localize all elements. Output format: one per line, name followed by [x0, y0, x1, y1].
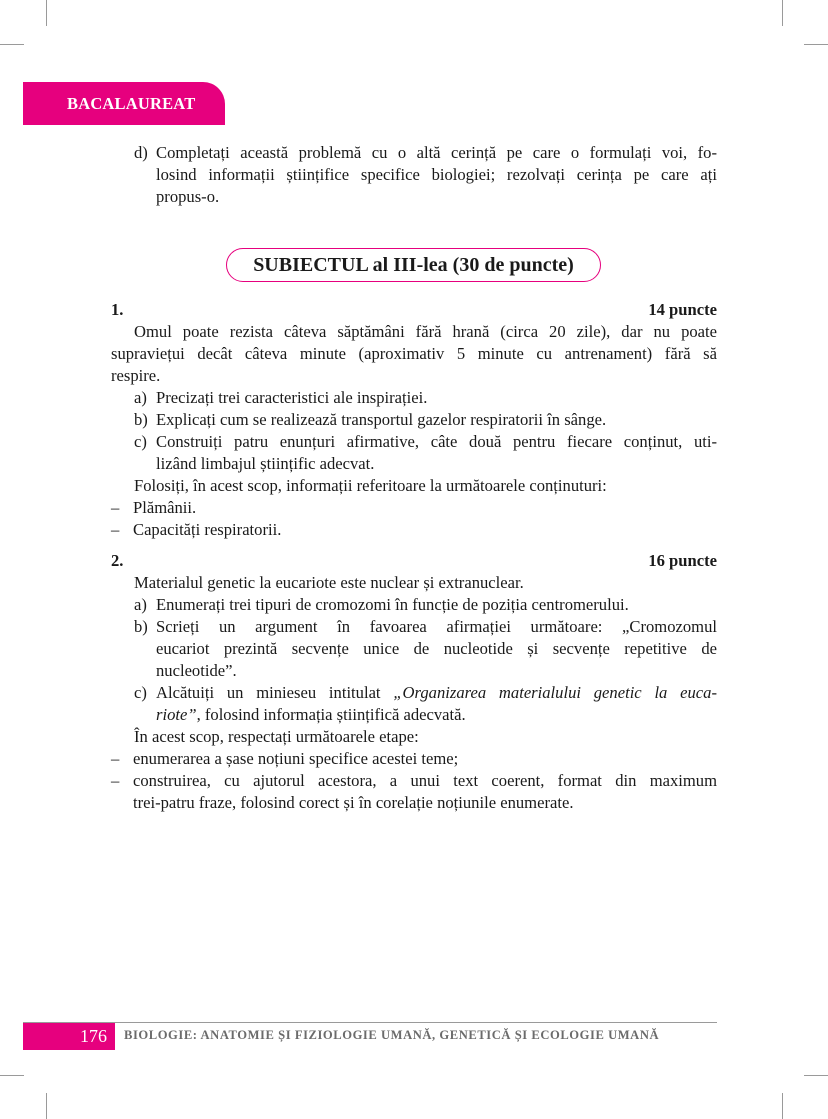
- book-title: BIOLOGIE: ANATOMIE ȘI FIZIOLOGIE UMANĂ, GENETICĂ ȘI ECOLOGIE UMANĂ: [124, 1028, 660, 1042]
- crop-mark: [804, 44, 828, 45]
- intro-item-d: [134, 142, 717, 208]
- problem-intro: Materialul genetic la eucariote este nuclear și extranuclear.: [134, 573, 524, 592]
- item-text: Completați această problemă cu o altă cerință pe care o formulați voi, fo-: [156, 143, 717, 162]
- problem-intro: Omul poate rezista câteva săptămâni fără hrană (circa 20 zile), dar nu poate: [134, 322, 717, 341]
- problem-points: 14 puncte: [648, 300, 717, 319]
- item-text: Alcătuiți un minieseu intitulat: [156, 683, 394, 702]
- section-title: [226, 248, 601, 282]
- bullet-text: construirea, cu ajutorul acestora, a unui text coerent, format din maximum: [133, 771, 717, 790]
- crop-mark: [46, 1093, 47, 1119]
- problem-number: 1.: [111, 300, 124, 319]
- item-label: b): [134, 410, 148, 429]
- item-text: nucleotide”.: [156, 661, 237, 680]
- section-tab-label: BACALAUREAT: [67, 93, 196, 113]
- item-text: Construiți patru enunțuri afirmative, câte două pentru fiecare conținut, uti-: [156, 432, 717, 451]
- crop-mark: [46, 0, 47, 26]
- dash: –: [111, 498, 120, 517]
- item-text: Scrieți un argument în favoarea afirmației următoare: „Cromozomul: [156, 617, 717, 636]
- item-text: Precizați trei caracteristici ale inspirației.: [156, 388, 428, 407]
- item-text: Explicați cum se realizează transportul gazelor respiratorii în sânge.: [156, 410, 607, 429]
- item-text: lizând limbajul științific adecvat.: [156, 454, 375, 473]
- page-number-text: 176: [80, 1026, 107, 1046]
- list-item: [111, 682, 717, 726]
- crop-mark: [0, 44, 24, 45]
- item-text: Enumerați trei tipuri de cromozomi în funcție de poziția centromerului.: [156, 595, 629, 614]
- page-number: [23, 1023, 115, 1050]
- bullet-text: Plămânii.: [133, 498, 197, 517]
- item-text: eucariot prezintă secvențe unice de nucleotide și secvențe repetitive de: [156, 639, 717, 658]
- problem-1: [111, 299, 717, 541]
- item-text: propus-o.: [156, 187, 220, 206]
- dash: –: [111, 771, 120, 790]
- list-item: [111, 387, 717, 409]
- dash: –: [111, 749, 120, 768]
- bullet-item: [111, 770, 717, 814]
- section-title-text: SUBIECTUL al III-lea (30 de puncte): [253, 253, 574, 276]
- dash: –: [111, 520, 120, 539]
- crop-mark: [0, 1075, 24, 1076]
- section-tab: [23, 82, 225, 125]
- bullet-item: [111, 497, 717, 519]
- item-label: a): [134, 388, 147, 407]
- problem-2: [111, 550, 717, 814]
- bullet-text: Capacități respiratorii.: [133, 520, 282, 539]
- item-text: , folosind informația științifică adecvată.: [196, 705, 466, 724]
- instruction: Folosiți, în acest scop, informații referitoare la următoarele conținuturi:: [134, 476, 607, 495]
- bullet-text: trei-patru fraze, folosind corect și în corelație noțiunile enumerate.: [133, 793, 574, 812]
- essay-title: „Organizarea materialului genetic la euca-: [393, 683, 717, 702]
- item-label: c): [134, 432, 147, 451]
- list-item: [111, 594, 717, 616]
- bullet-item: [111, 748, 717, 770]
- crop-mark: [782, 0, 783, 26]
- list-item: [111, 431, 717, 475]
- instruction: În acest scop, respectați următoarele etape:: [134, 727, 419, 746]
- item-label: a): [134, 595, 147, 614]
- crop-mark: [804, 1075, 828, 1076]
- item-text: losind informații științifice specifice biologiei; rezolvați cerința pe care ați: [156, 165, 717, 184]
- item-label: b): [134, 617, 148, 636]
- essay-title: riote”: [156, 705, 197, 724]
- list-item: [111, 616, 717, 682]
- footer-rule: [23, 1022, 717, 1023]
- problem-points: 16 puncte: [648, 551, 717, 570]
- list-item: [111, 409, 717, 431]
- bullet-text: enumerarea a șase noțiuni specifice acestei teme;: [133, 749, 459, 768]
- crop-mark: [782, 1093, 783, 1119]
- item-label: c): [134, 683, 147, 702]
- problem-number: 2.: [111, 551, 124, 570]
- problem-intro: respire.: [111, 366, 161, 385]
- bullet-item: [111, 519, 717, 541]
- item-label: d): [134, 143, 148, 162]
- problem-intro: supraviețui decât câteva minute (aproximativ 5 minute cu antrenament) fără să: [111, 344, 717, 363]
